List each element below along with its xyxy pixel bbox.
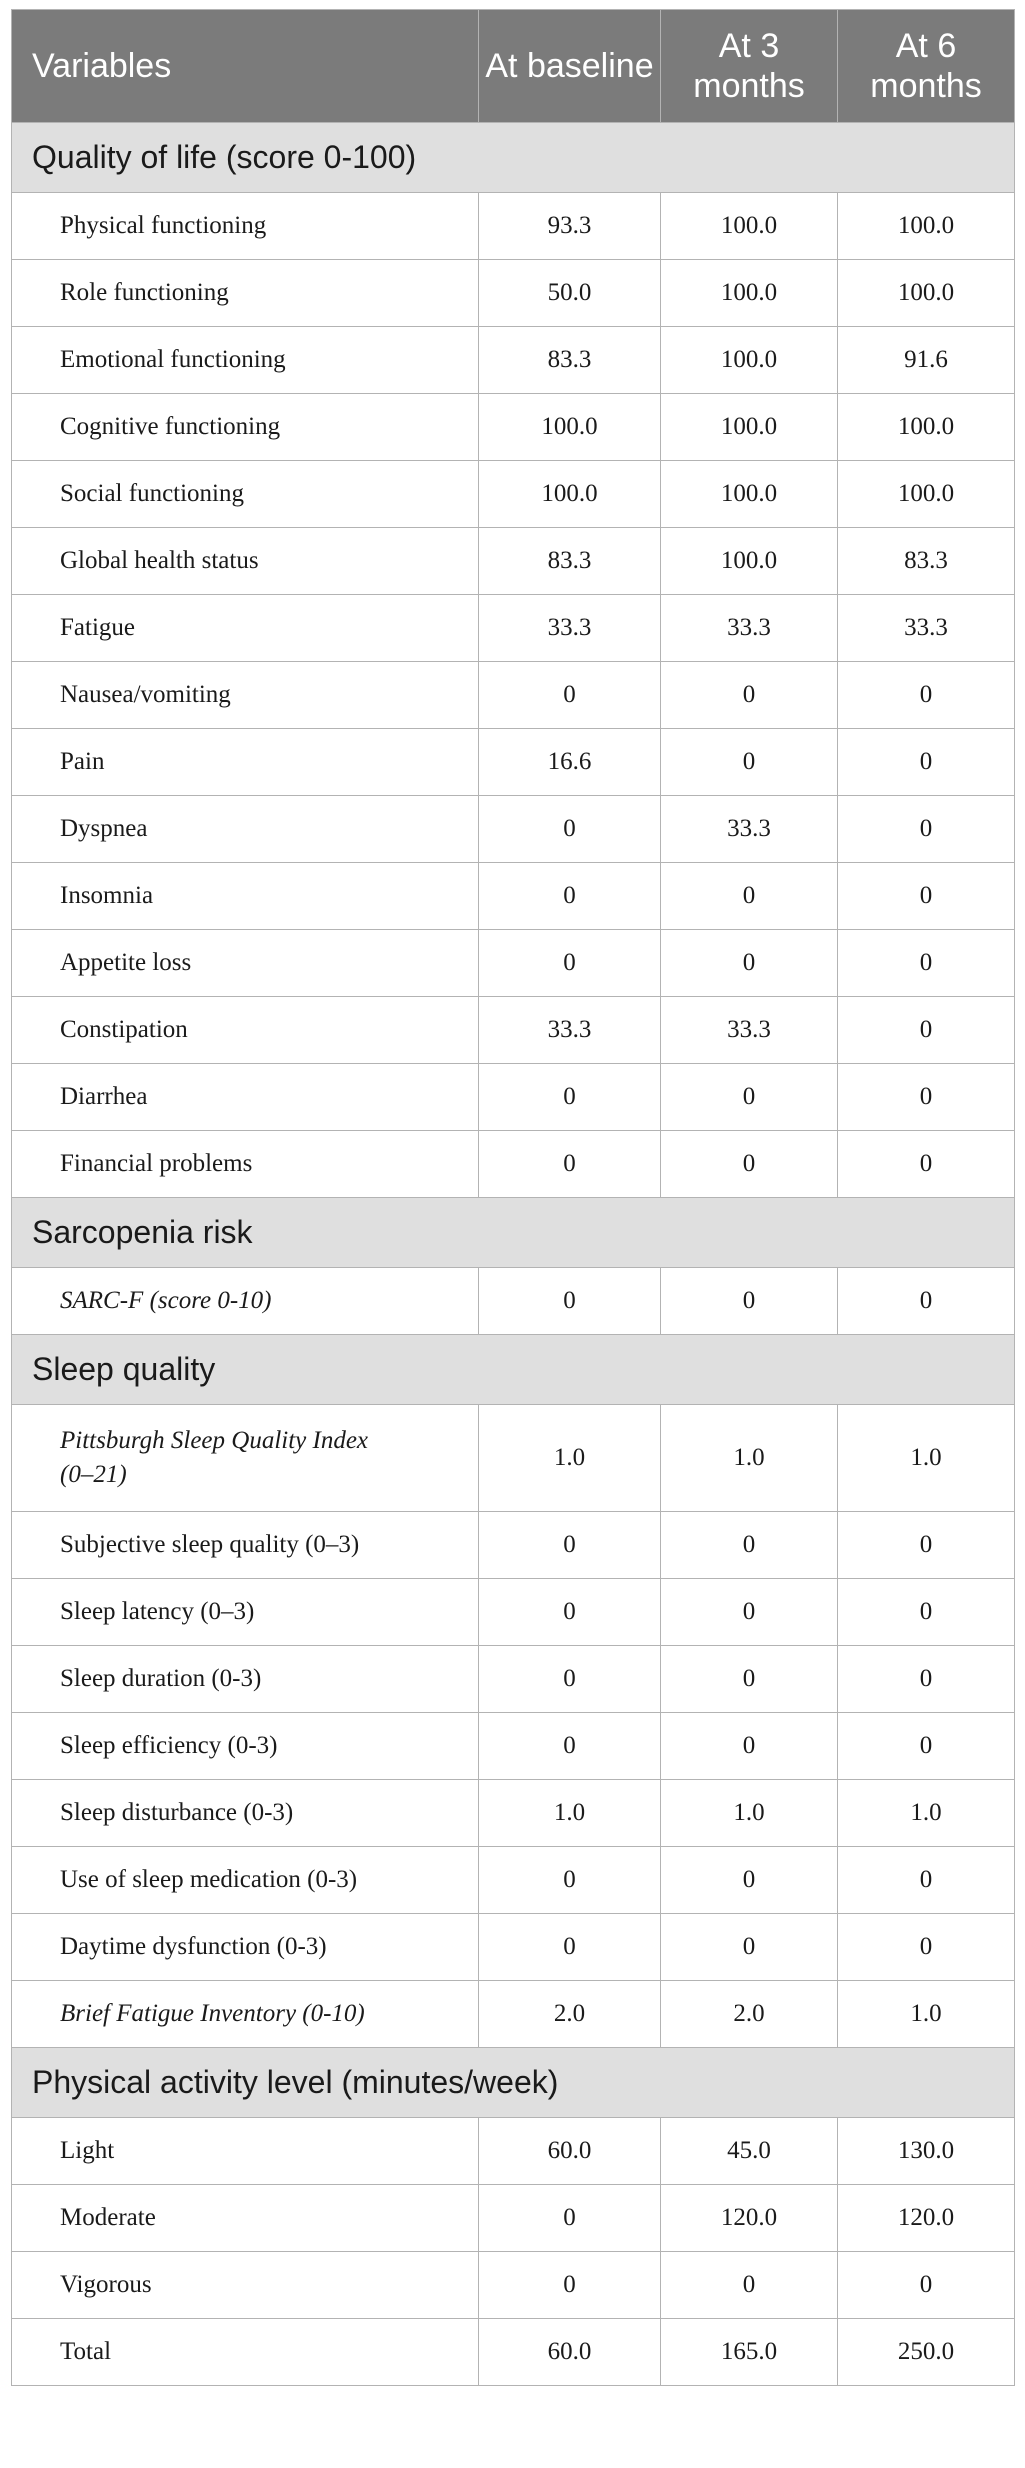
table-row [12,1780,1015,1847]
value-6-months: 1.0 [838,1405,1015,1512]
value-6-months: 1.0 [838,1981,1015,2048]
value-baseline: 0 [479,662,661,729]
table-row [12,2319,1015,2386]
table-row [12,528,1015,595]
value-3-months: 1.0 [661,1780,838,1847]
value-6-months: 120.0 [838,2185,1015,2252]
row-label: Physical functioning [12,193,479,260]
value-3-months: 0 [661,1268,838,1335]
row-label: Dyspnea [12,796,479,863]
table-row [12,1579,1015,1646]
header-6-months: At 6 months [838,10,1015,123]
value-3-months: 0 [661,1646,838,1713]
row-label: Daytime dysfunction (0-3) [12,1914,479,1981]
row-label: Total [12,2319,479,2386]
table-row [12,193,1015,260]
row-label: Sleep latency (0–3) [12,1579,479,1646]
table-row [12,2118,1015,2185]
row-label: Cognitive functioning [12,394,479,461]
value-6-months: 0 [838,1646,1015,1713]
value-6-months: 91.6 [838,327,1015,394]
value-baseline: 0 [479,2185,661,2252]
value-3-months: 0 [661,2252,838,2319]
header-3-months: At 3 months [661,10,838,123]
value-3-months: 0 [661,1914,838,1981]
table-row [12,1512,1015,1579]
value-3-months: 33.3 [661,595,838,662]
table-row [12,729,1015,796]
value-3-months: 165.0 [661,2319,838,2386]
value-6-months: 0 [838,1579,1015,1646]
value-baseline: 16.6 [479,729,661,796]
value-3-months: 100.0 [661,327,838,394]
table-row [12,997,1015,1064]
results-table [11,9,1015,2386]
row-label: Pain [12,729,479,796]
value-3-months: 0 [661,930,838,997]
table-header [12,10,1015,123]
row-label: SARC-F (score 0-10) [12,1268,479,1335]
table-row [12,662,1015,729]
value-6-months: 0 [838,1268,1015,1335]
value-6-months: 0 [838,729,1015,796]
row-label: Emotional functioning [12,327,479,394]
value-baseline: 100.0 [479,461,661,528]
row-label: Social functioning [12,461,479,528]
section-title: Physical activity level (minutes/week) [12,2048,1015,2118]
section-header-row [12,123,1015,193]
table-row [12,1981,1015,2048]
row-label: Diarrhea [12,1064,479,1131]
value-3-months: 0 [661,1064,838,1131]
value-3-months: 0 [661,1847,838,1914]
value-3-months: 0 [661,729,838,796]
value-3-months: 33.3 [661,796,838,863]
row-label: Use of sleep medication (0-3) [12,1847,479,1914]
value-baseline: 93.3 [479,193,661,260]
table-row [12,260,1015,327]
row-label: Sleep efficiency (0-3) [12,1713,479,1780]
value-3-months: 45.0 [661,2118,838,2185]
value-6-months: 83.3 [838,528,1015,595]
row-label: Sleep disturbance (0-3) [12,1780,479,1847]
value-6-months: 0 [838,997,1015,1064]
value-6-months: 0 [838,1914,1015,1981]
value-6-months: 0 [838,1512,1015,1579]
row-label: Global health status [12,528,479,595]
value-3-months: 120.0 [661,2185,838,2252]
value-baseline: 33.3 [479,595,661,662]
value-baseline: 83.3 [479,528,661,595]
section-title: Quality of life (score 0-100) [12,123,1015,193]
table-row [12,461,1015,528]
value-baseline: 1.0 [479,1405,661,1512]
value-6-months: 1.0 [838,1780,1015,1847]
table-row [12,1064,1015,1131]
table-body [12,123,1015,2386]
value-6-months: 250.0 [838,2319,1015,2386]
value-6-months: 130.0 [838,2118,1015,2185]
value-6-months: 100.0 [838,193,1015,260]
value-baseline: 0 [479,1268,661,1335]
value-3-months: 33.3 [661,997,838,1064]
table-row [12,1405,1015,1512]
section-header-row [12,1198,1015,1268]
table-row [12,2185,1015,2252]
value-3-months: 0 [661,1579,838,1646]
row-label: Constipation [12,997,479,1064]
row-label: Nausea/vomiting [12,662,479,729]
row-label: Appetite loss [12,930,479,997]
value-3-months: 100.0 [661,461,838,528]
section-header-row [12,2048,1015,2118]
table-row [12,595,1015,662]
value-baseline: 0 [479,1512,661,1579]
value-baseline: 0 [479,1064,661,1131]
value-3-months: 100.0 [661,394,838,461]
table-row [12,930,1015,997]
row-label: Moderate [12,2185,479,2252]
value-3-months: 0 [661,1131,838,1198]
value-6-months: 0 [838,1847,1015,1914]
section-title: Sarcopenia risk [12,1198,1015,1268]
value-3-months: 2.0 [661,1981,838,2048]
value-baseline: 100.0 [479,394,661,461]
value-3-months: 1.0 [661,1405,838,1512]
row-label: Financial problems [12,1131,479,1198]
value-6-months: 100.0 [838,461,1015,528]
value-baseline: 60.0 [479,2118,661,2185]
table-row [12,1847,1015,1914]
value-6-months: 0 [838,863,1015,930]
row-label: Subjective sleep quality (0–3) [12,1512,479,1579]
value-baseline: 2.0 [479,1981,661,2048]
header-row [12,10,1015,123]
table-row [12,863,1015,930]
value-3-months: 100.0 [661,528,838,595]
table-row [12,1268,1015,1335]
row-label: Brief Fatigue Inventory (0-10) [12,1981,479,2048]
value-3-months: 100.0 [661,260,838,327]
value-6-months: 0 [838,1131,1015,1198]
value-baseline: 0 [479,863,661,930]
value-6-months: 100.0 [838,394,1015,461]
value-3-months: 0 [661,1512,838,1579]
value-6-months: 100.0 [838,260,1015,327]
value-6-months: 33.3 [838,595,1015,662]
value-6-months: 0 [838,930,1015,997]
row-label-line-2: (0–21) [60,1461,127,1488]
row-label: Insomnia [12,863,479,930]
table-row [12,1646,1015,1713]
value-baseline: 50.0 [479,260,661,327]
row-label-line-1: Pittsburgh Sleep Quality Index [60,1427,369,1454]
row-label [12,1405,479,1512]
value-3-months: 0 [661,1713,838,1780]
header-variables: Variables [12,10,479,123]
value-baseline: 0 [479,796,661,863]
row-label: Light [12,2118,479,2185]
value-baseline: 0 [479,930,661,997]
table-row [12,394,1015,461]
table-row [12,2252,1015,2319]
row-label: Fatigue [12,595,479,662]
row-label: Sleep duration (0-3) [12,1646,479,1713]
value-3-months: 100.0 [661,193,838,260]
value-6-months: 0 [838,1064,1015,1131]
table-row [12,796,1015,863]
value-6-months: 0 [838,662,1015,729]
table-row [12,1914,1015,1981]
value-3-months: 0 [661,863,838,930]
value-baseline: 0 [479,1914,661,1981]
table-row [12,1131,1015,1198]
value-baseline: 33.3 [479,997,661,1064]
value-6-months: 0 [838,796,1015,863]
table-row [12,1713,1015,1780]
table-row [12,327,1015,394]
value-baseline: 0 [479,1713,661,1780]
value-baseline: 0 [479,1579,661,1646]
row-label: Role functioning [12,260,479,327]
value-3-months: 0 [661,662,838,729]
section-header-row [12,1335,1015,1405]
header-baseline: At baseline [479,10,661,123]
value-6-months: 0 [838,1713,1015,1780]
value-baseline: 60.0 [479,2319,661,2386]
value-baseline: 0 [479,1131,661,1198]
value-baseline: 0 [479,1646,661,1713]
row-label: Vigorous [12,2252,479,2319]
value-baseline: 83.3 [479,327,661,394]
value-baseline: 0 [479,1847,661,1914]
value-baseline: 1.0 [479,1780,661,1847]
value-baseline: 0 [479,2252,661,2319]
section-title: Sleep quality [12,1335,1015,1405]
value-6-months: 0 [838,2252,1015,2319]
